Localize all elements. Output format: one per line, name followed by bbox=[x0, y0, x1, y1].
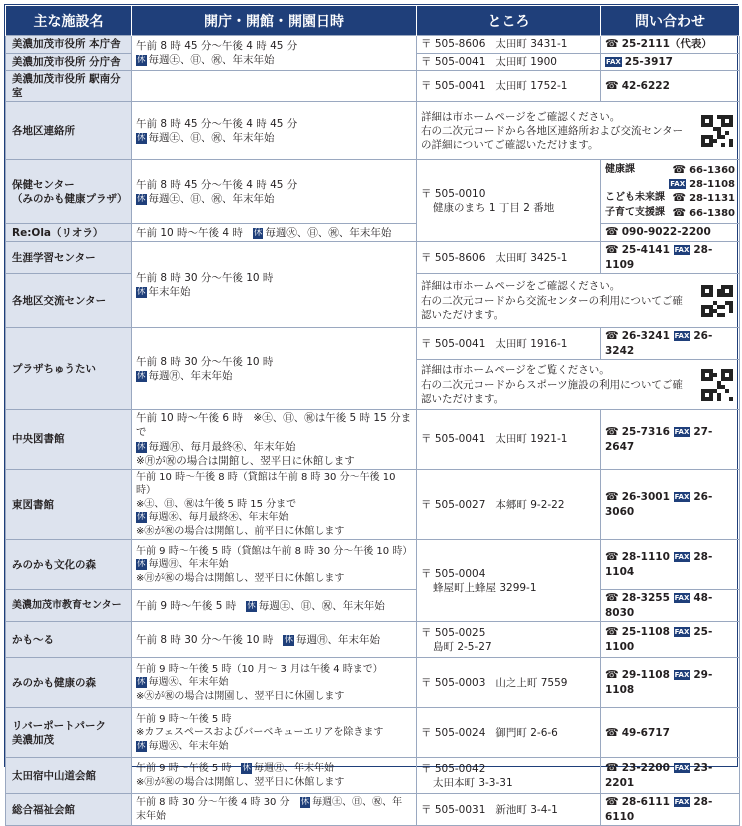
closed-badge: 休 bbox=[300, 797, 310, 808]
phone-number: 25-7316 bbox=[621, 426, 670, 439]
closed-days: 毎週㊌、毎月最終㊍、年末年始 bbox=[148, 512, 289, 524]
phone-number: 26-3241 bbox=[621, 330, 670, 343]
phone-icon: ☎ bbox=[605, 78, 619, 92]
table-row bbox=[6, 758, 740, 794]
address: 太田本町 3-3-31 bbox=[433, 776, 513, 789]
closed-badge: 休 bbox=[242, 763, 251, 774]
hours-cell bbox=[132, 658, 417, 708]
open-time: 午前 8 時 30 分〜午後 10 時 bbox=[136, 271, 274, 284]
fax-icon: FAX bbox=[674, 671, 690, 680]
closed-days: 毎週㊊、年末年始 bbox=[148, 559, 229, 571]
hours-cell bbox=[132, 590, 417, 622]
fax-icon: FAX bbox=[674, 332, 690, 341]
facility-name: 美濃加茂市教育センター bbox=[6, 590, 132, 622]
address-cell bbox=[417, 328, 601, 360]
contact-cell bbox=[601, 328, 740, 360]
phone-icon: ☎ bbox=[605, 625, 619, 639]
hours-cell bbox=[132, 622, 417, 658]
info-line: 詳細は市ホームページをご確認ください。 bbox=[421, 280, 621, 293]
table-row bbox=[6, 160, 740, 224]
phone-number: 29-1108 bbox=[621, 669, 670, 682]
open-time: 午前 10 時〜午後 8 時（貸館は午前 8 時 30 分〜午後 10 時） bbox=[136, 471, 396, 497]
table-row bbox=[6, 658, 740, 708]
contact-cell bbox=[601, 794, 740, 826]
table-row bbox=[6, 469, 740, 540]
hours-cell bbox=[132, 708, 417, 758]
closed-days: 毎週㊏、㊐、㊗、年末年始 bbox=[148, 192, 275, 205]
postal-code: 〒 505-0041 bbox=[421, 55, 486, 68]
facility-name: かも〜る bbox=[6, 622, 132, 658]
phone-icon: ☎ bbox=[605, 668, 619, 682]
address: 本郷町 9-2-22 bbox=[495, 498, 565, 511]
table-row bbox=[6, 540, 740, 590]
address-cell bbox=[417, 708, 601, 758]
hours-cell bbox=[132, 469, 417, 540]
postal-code: 〒 505-0027 bbox=[421, 498, 486, 511]
facility-name: 東図書館 bbox=[6, 469, 132, 540]
hours-cell bbox=[132, 758, 417, 794]
info-line: 詳細は市ホームページをご確認ください。 bbox=[421, 110, 621, 123]
closed-days: 毎週㊏、㊐、㊗、年末年始 bbox=[148, 54, 275, 66]
fax-number: 28-1108 bbox=[689, 178, 735, 190]
phone-icon: ☎ bbox=[605, 761, 619, 775]
address: 太田町 1921-1 bbox=[495, 433, 568, 446]
address: 太田町 1900 bbox=[495, 55, 557, 68]
open-time: 午前 9 時〜午後 5 時（貸館は午前 8 時 30 分〜午後 10 時） bbox=[136, 545, 413, 557]
open-time: 午前 9 時〜午後 5 時 bbox=[136, 763, 232, 775]
header-address: ところ bbox=[417, 6, 601, 36]
facility-name: みのかも文化の森 bbox=[6, 540, 132, 590]
phone-number: 28-6111 bbox=[621, 796, 670, 809]
facility-table-frame bbox=[4, 4, 738, 824]
postal-code: 〒 505-0025 bbox=[421, 626, 486, 639]
postal-code: 〒 505-0004 bbox=[421, 567, 486, 580]
closed-days: 毎週㊋、㊐、㊗、年末年始 bbox=[265, 226, 392, 239]
open-time: 午前 9 時〜午後 5 時 bbox=[136, 599, 237, 612]
postal-code: 〒 505-8606 bbox=[421, 38, 486, 51]
phone-number: 25-4141 bbox=[621, 244, 670, 257]
closed-badge: 休 bbox=[137, 132, 146, 143]
info-line: 認いただけます。 bbox=[421, 392, 505, 405]
closed-days: 毎週㊊、年末年始 bbox=[148, 369, 233, 382]
fax-number: 48-8030 bbox=[605, 592, 713, 620]
facility-name-line: リバーポートパーク bbox=[12, 719, 106, 732]
header-contact: 問い合わせ bbox=[601, 6, 740, 36]
contact-cell bbox=[601, 590, 740, 622]
address: 太田町 1916-1 bbox=[495, 337, 568, 350]
phone-number: 26-3001 bbox=[621, 491, 670, 504]
note: ※㊌が㊗の場合は開館し、前平日に休館します bbox=[136, 525, 345, 537]
info-cell bbox=[417, 360, 740, 410]
dept-label: 子育て支援課 bbox=[605, 207, 665, 219]
open-time: 午前 8 時 45 分〜午後 4 時 45 分 bbox=[136, 178, 298, 191]
note: ※カフェスペースおよびバーベキューエリアを除きます bbox=[136, 727, 384, 739]
address-cell bbox=[417, 622, 601, 658]
phone-number: 23-2200 bbox=[621, 762, 670, 775]
address: 島町 2-5-27 bbox=[433, 640, 492, 653]
contact-cell bbox=[601, 708, 740, 758]
contact-cell bbox=[601, 540, 740, 590]
hours-cell bbox=[132, 160, 417, 224]
hours-cell bbox=[132, 794, 417, 826]
postal-code: 〒 505-0031 bbox=[421, 803, 486, 816]
info-cell bbox=[417, 274, 740, 328]
note: ※㊊が㊗の場合は開館し、翌平日に休館します bbox=[136, 572, 345, 584]
phone-number: 25-1108 bbox=[621, 626, 670, 639]
phone-icon: ☎ bbox=[672, 206, 687, 220]
address-cell bbox=[417, 71, 601, 102]
phone-icon: ☎ bbox=[605, 329, 619, 343]
facility-name bbox=[6, 708, 132, 758]
qr-code-icon[interactable] bbox=[701, 369, 733, 401]
address-cell bbox=[417, 53, 601, 70]
contact-cell bbox=[601, 224, 740, 242]
open-time: 午前 9 時〜午後 5 時（10 月〜 3 月は午後 4 時まで） bbox=[136, 663, 383, 675]
closed-days: 毎週㊏、㊐、㊗、年末年始 bbox=[148, 131, 275, 144]
qr-code-icon[interactable] bbox=[701, 285, 733, 317]
closed-days: 毎週㊊、毎月最終㊍、年末年始 bbox=[148, 440, 296, 453]
closed-badge: 休 bbox=[247, 600, 256, 611]
dept-label: 健康課 bbox=[605, 163, 635, 175]
facility-name: Re:Ola（リオラ） bbox=[6, 224, 132, 242]
postal-code: 〒 505-0024 bbox=[421, 726, 486, 739]
table-row bbox=[6, 224, 740, 242]
fax-number: 25-1100 bbox=[605, 626, 713, 654]
phone-number: 28-3255 bbox=[621, 592, 670, 605]
contact-cell bbox=[601, 758, 740, 794]
note: ※㊊が㊗の場合は開館し、翌平日に休館します bbox=[136, 454, 355, 467]
phone-number: 66-1380 bbox=[689, 208, 735, 220]
open-time-note: ※㊏、㊐、㊗は午後 5 時 15 分まで bbox=[136, 498, 297, 510]
info-line: 右の二次元コードからスポーツ施設の利用についてご確 bbox=[421, 378, 683, 391]
address: 御門町 2-6-6 bbox=[495, 726, 558, 739]
closed-badge: 休 bbox=[137, 740, 146, 751]
note: ※㊊が㊗の場合は開館し、翌平日に休館します bbox=[136, 776, 345, 788]
fax-number: 28-6110 bbox=[605, 796, 713, 824]
address-cell bbox=[417, 36, 601, 54]
open-time: 午前 8 時 30 分〜午後 4 時 30 分 bbox=[136, 797, 290, 809]
address: 太田町 3425-1 bbox=[495, 251, 568, 264]
info-cell bbox=[417, 102, 740, 160]
closed-badge: 休 bbox=[137, 370, 146, 381]
table-row bbox=[6, 36, 740, 54]
fax-icon: FAX bbox=[606, 57, 621, 66]
table-row bbox=[6, 410, 740, 470]
facility-name-line: 保健センター bbox=[12, 178, 75, 191]
info-line: 認いただけます。 bbox=[421, 308, 505, 321]
open-time: 午前 8 時 30 分〜午後 10 時 bbox=[136, 355, 274, 368]
fax-number: 26-3242 bbox=[605, 330, 713, 358]
table-row bbox=[6, 102, 740, 160]
phone-icon: ☎ bbox=[605, 243, 619, 257]
hours-cell bbox=[132, 71, 417, 102]
open-time: 午前 8 時 45 分〜午後 4 時 45 分 bbox=[136, 117, 298, 130]
closed-badge: 休 bbox=[137, 286, 146, 297]
contact-cell bbox=[601, 160, 740, 224]
phone-icon: ☎ bbox=[605, 37, 619, 50]
table-header-row bbox=[6, 6, 740, 36]
info-line: 詳細は市ホームページをご覧ください。 bbox=[421, 364, 610, 377]
phone-number: 25-2111（代表） bbox=[621, 38, 712, 50]
facility-name: 美濃加茂市役所 分庁舎 bbox=[6, 53, 132, 70]
address-cell bbox=[417, 658, 601, 708]
fax-number: 26-3060 bbox=[605, 491, 713, 518]
note: ※㊋が㊗の場合は開園し、翌平日に休園します bbox=[136, 690, 345, 702]
fax-icon: FAX bbox=[674, 798, 690, 807]
phone-icon: ☎ bbox=[605, 550, 619, 564]
facility-name-line: 美濃加茂 bbox=[12, 733, 54, 746]
hours-cell bbox=[132, 36, 417, 71]
closed-badge: 休 bbox=[284, 634, 293, 645]
facility-name: みのかも健康の森 bbox=[6, 658, 132, 708]
facility-name: プラザちゅうたい bbox=[6, 328, 132, 410]
fax-number: 25-3917 bbox=[624, 55, 673, 68]
postal-code: 〒 505-8606 bbox=[421, 251, 486, 264]
closed-badge: 休 bbox=[137, 677, 146, 688]
address: 太田町 1752-1 bbox=[495, 80, 568, 93]
header-facility: 主な施設名 bbox=[6, 6, 132, 36]
fax-icon: FAX bbox=[674, 594, 690, 603]
phone-number: 49-6717 bbox=[621, 726, 670, 739]
fax-number: 28-1109 bbox=[605, 244, 713, 272]
table-row bbox=[6, 328, 740, 360]
phone-icon: ☎ bbox=[672, 162, 687, 176]
hours-cell bbox=[132, 224, 417, 242]
fax-icon: FAX bbox=[674, 246, 690, 255]
closed-badge: 休 bbox=[137, 55, 146, 65]
fax-icon: FAX bbox=[674, 628, 690, 637]
closed-days: 年末年始 bbox=[148, 285, 191, 298]
header-hours: 開庁・開館・開園日時 bbox=[132, 6, 417, 36]
postal-code: 〒 505-0003 bbox=[421, 676, 486, 689]
open-time: 午前 10 時〜午後 6 時 ※㊏、㊐、㊗は午後 5 時 15 分まで bbox=[136, 412, 412, 439]
closed-days: 毎週㊊、年末年始 bbox=[295, 633, 380, 646]
facility-name: 太田宿中山道会館 bbox=[6, 758, 132, 794]
fax-icon: FAX bbox=[674, 428, 690, 437]
contact-cell bbox=[601, 53, 740, 70]
contact-cell bbox=[601, 622, 740, 658]
contact-cell bbox=[601, 410, 740, 470]
contact-cell bbox=[601, 242, 740, 274]
postal-code: 〒 505-0042 bbox=[421, 762, 486, 775]
address-cell bbox=[417, 758, 601, 794]
info-line: 右の二次元コードから交流センターの利用についてご確 bbox=[421, 294, 683, 307]
phone-icon: ☎ bbox=[672, 191, 687, 205]
closed-badge: 休 bbox=[253, 227, 263, 238]
phone-number: 66-1360 bbox=[689, 164, 735, 176]
facility-name: 各地区交流センター bbox=[6, 274, 132, 328]
closed-days: 毎週㊊、年末年始 bbox=[253, 763, 334, 775]
closed-badge: 休 bbox=[137, 559, 146, 570]
address: 健康のまち 1 丁目 2 番地 bbox=[433, 201, 555, 214]
phone-number: 28-1131 bbox=[689, 193, 735, 205]
closed-badge: 休 bbox=[137, 193, 146, 204]
fax-icon: FAX bbox=[670, 179, 686, 188]
phone-icon: ☎ bbox=[605, 591, 619, 605]
info-line: の詳細についてご確認いただけます。 bbox=[421, 138, 599, 151]
closed-days: 毎週㊏、㊐、㊗、年末年始 bbox=[258, 599, 385, 612]
contact-cell bbox=[601, 469, 740, 540]
open-time: 午前 9 時〜午後 5 時 bbox=[136, 713, 232, 725]
open-time: 午前 8 時 45 分〜午後 4 時 45 分 bbox=[136, 39, 298, 52]
fax-number: 29-1108 bbox=[605, 669, 713, 697]
address: 新池町 3-4-1 bbox=[495, 803, 558, 816]
closed-badge: 休 bbox=[137, 512, 146, 523]
closed-days: 毎週㊋、年末年始 bbox=[148, 677, 229, 689]
facility-name: 総合福祉会館 bbox=[6, 794, 132, 826]
facility-name: 美濃加茂市役所 駅南分室 bbox=[6, 71, 132, 102]
address-cell bbox=[417, 410, 601, 470]
postal-code: 〒 505-0041 bbox=[421, 337, 486, 350]
facility-name: 美濃加茂市役所 本庁舎 bbox=[6, 36, 132, 54]
facility-name: 生涯学習センター bbox=[6, 242, 132, 274]
open-time: 午前 10 時〜午後 4 時 bbox=[136, 226, 243, 239]
table-row bbox=[6, 708, 740, 758]
phone-icon: ☎ bbox=[605, 795, 619, 809]
table-row bbox=[6, 794, 740, 826]
address: 蜂屋町上蜂屋 3299-1 bbox=[433, 581, 537, 594]
fax-number: 28-1104 bbox=[605, 551, 713, 579]
address: 太田町 3431-1 bbox=[495, 38, 568, 51]
contact-cell bbox=[601, 71, 740, 102]
table-row bbox=[6, 242, 740, 274]
phone-icon: ☎ bbox=[605, 725, 619, 739]
address-cell bbox=[417, 794, 601, 826]
closed-badge: 休 bbox=[137, 441, 146, 452]
open-time: 午前 8 時 30 分〜午後 10 時 bbox=[136, 633, 274, 646]
table-row bbox=[6, 590, 740, 622]
postal-code: 〒 505-0010 bbox=[421, 187, 486, 200]
hours-cell bbox=[132, 242, 417, 328]
closed-days: 毎週㊋、年末年始 bbox=[148, 740, 229, 752]
hours-cell bbox=[132, 540, 417, 590]
address-cell bbox=[417, 160, 601, 242]
qr-code-icon[interactable] bbox=[701, 115, 733, 147]
phone-number: 42-6222 bbox=[621, 79, 670, 92]
fax-icon: FAX bbox=[674, 764, 690, 773]
facility-name: 各地区連絡所 bbox=[6, 102, 132, 160]
phone-icon: ☎ bbox=[605, 425, 619, 439]
address-cell bbox=[417, 242, 601, 274]
table-row bbox=[6, 71, 740, 102]
fax-number: 23-2201 bbox=[605, 762, 713, 790]
hours-cell bbox=[132, 102, 417, 160]
dept-label: こども未来課 bbox=[605, 192, 665, 204]
closed-days: 毎週㊏、㊐、㊗、年末年始 bbox=[136, 797, 403, 822]
fax-icon: FAX bbox=[674, 553, 690, 562]
postal-code: 〒 505-0041 bbox=[421, 433, 486, 446]
phone-icon: ☎ bbox=[605, 225, 619, 239]
phone-number: 28-1110 bbox=[621, 551, 670, 564]
fax-number: 27-2647 bbox=[605, 426, 713, 453]
facility-name bbox=[6, 160, 132, 224]
address: 山之上町 7559 bbox=[495, 676, 568, 689]
contact-cell bbox=[601, 658, 740, 708]
contact-cell bbox=[601, 36, 740, 54]
info-line: 右の二次元コードから各地区連絡所および交流センター bbox=[421, 124, 684, 137]
facility-name-line: （みのかも健康プラザ） bbox=[12, 192, 128, 205]
table-row bbox=[6, 622, 740, 658]
phone-icon: ☎ bbox=[605, 490, 619, 504]
hours-cell bbox=[132, 328, 417, 410]
phone-number: 090-9022-2200 bbox=[621, 226, 711, 239]
address-cell bbox=[417, 540, 601, 622]
facility-name: 中央図書館 bbox=[6, 410, 132, 470]
hours-cell bbox=[132, 410, 417, 470]
facility-table bbox=[5, 5, 740, 826]
address-cell bbox=[417, 469, 601, 540]
postal-code: 〒 505-0041 bbox=[421, 80, 486, 93]
fax-icon: FAX bbox=[674, 493, 690, 502]
